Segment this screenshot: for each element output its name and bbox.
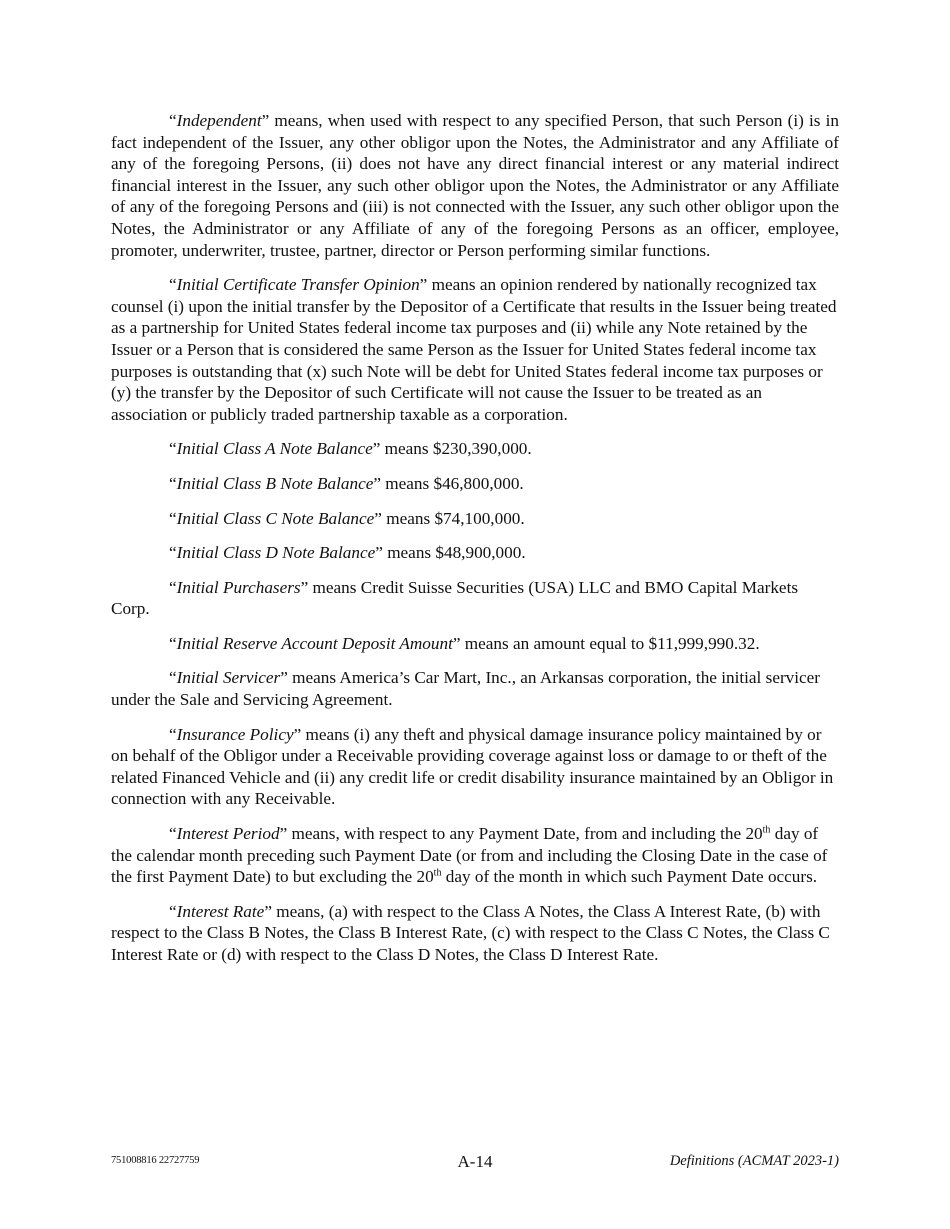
definition-text: means, when used with respect to any specified Person, that such Person (i) is in fact independent of the Issuer, any other obligor upon the Notes, the Administrator and any Affiliate of any of the foregoing Persons, (ii) does not have any direct financial interest or any material indirect financial interest in the Issuer, any such other obligor upon the Notes, the Administrator or any Affiliate of any of the foregoing Persons and (iii) is not connected with the Issuer, any such other obligor upon the Notes, the Administrator or any Affiliate of any of the foregoing Persons as an officer, employee, promoter, underwriter, trustee, partner, director or Person performing similar functions.	[111, 111, 839, 260]
defined-term: Initial Reserve Account Deposit Amount	[176, 633, 453, 653]
defined-term: Initial Certificate Transfer Opinion	[176, 275, 420, 295]
definition-text: means, with respect to any Payment Date, from and including the 20	[287, 824, 763, 844]
definition-text: means $74,100,000.	[381, 508, 525, 528]
definition-initial-class-c-note-balance: “Initial Class C Note Balance” means $74,100,000.	[169, 508, 525, 528]
defined-term: Initial Class C Note Balance	[176, 508, 375, 528]
definition-text: day of the calendar month preceding such Payment Date (or from and including the Closing Date in the case of the first Payment Date) to but excluding the 20	[111, 824, 828, 887]
definition-text: means Credit Suisse Securities (USA) LLC and BMO Capital Markets Corp.	[111, 577, 799, 619]
definition-initial-class-b-note-balance: “Initial Class B Note Balance” means $46,800,000.	[169, 473, 524, 493]
defined-term: Interest Period	[176, 824, 280, 844]
definition-text: means, (a) with respect to the Class A Notes, the Class A Interest Rate, (b) with respect to the Class B Notes, the Class B Interest Rate, (c) with respect to the Class C Notes, the Class C Interest Rate or (d) with respect to the Class D Notes, the Class D Interest Rate.	[111, 901, 830, 964]
definition-initial-class-a-note-balance: “Initial Class A Note Balance” means $230,390,000.	[169, 439, 532, 459]
defined-term: Independent	[176, 111, 262, 130]
definition-interest-rate: “Interest Rate” means, (a) with respect to the Class A Notes, the Class A Interest Rate, (b) with respect to the Class B Notes, the Class B Interest Rate, (c) with respect to the Class C Notes, the Class C Interest Rate or (d) with respect to the Class D Notes, the Class D Interest Rate.	[111, 901, 830, 964]
defined-term: Initial Servicer	[176, 668, 281, 688]
definitions-body	[111, 110, 839, 979]
definition-text: means $230,390,000.	[380, 439, 532, 459]
definition-text: means $48,900,000.	[382, 543, 526, 563]
defined-term: Initial Class A Note Balance	[176, 439, 373, 459]
definition-initial-purchasers: “Initial Purchasers” means Credit Suisse Securities (USA) LLC and BMO Capital Markets Corp.	[111, 577, 799, 619]
ordinal-suffix: th	[433, 867, 442, 879]
document-id: 751008816 22727759	[111, 1155, 200, 1166]
definition-initial-reserve-account-deposit-amount: “Initial Reserve Account Deposit Amount” means an amount equal to $11,999,990.32.	[169, 633, 760, 653]
defined-term: Initial Purchasers	[176, 577, 301, 597]
definition-text: means an amount equal to $11,999,990.32.	[460, 633, 760, 653]
document-title: Definitions (ACMAT 2023-1)	[669, 1153, 839, 1169]
defined-term: Initial Class B Note Balance	[176, 473, 374, 493]
defined-term: Interest Rate	[176, 901, 265, 921]
definition-interest-period: “Interest Period” means, with respect to any Payment Date, from and including the 20th day of the calendar month preceding such Payment Date (or from and including the Closing Date in the case of the first Payment Date) to but excluding the 20th day of the month in which such Payment Date occurs.	[111, 824, 828, 887]
defined-term: Initial Class D Note Balance	[176, 543, 376, 563]
definition-insurance-policy: “Insurance Policy” means (i) any theft and physical damage insurance policy maintained by or on behalf of the Obligor under a Receivable providing coverage against loss or damage to or theft of the related Financed Vehicle and (ii) any credit life or credit disability insurance maintained by an Obligor in connection with any Receivable.	[111, 724, 834, 809]
definition-text: means an opinion rendered by nationally recognized tax counsel (i) upon the initial transfer by the Depositor of a Certificate that results in the Issuer being treated as a partnership for United States federal income tax purposes and (ii) while any Note retained by the Issuer or a Person that is considered the same Person as the Issuer for United States federal income tax purposes is outstanding that (x) such Note will be debt for United States federal income tax purposes or (y) the transfer by the Depositor of such Certificate will not cause the Issuer to be treated as an association or publicly traded partnership taxable as a corporation.	[111, 275, 837, 424]
definition-initial-certificate-transfer-opinion: “Initial Certificate Transfer Opinion” means an opinion rendered by nationally recognized tax counsel (i) upon the initial transfer by the Depositor of a Certificate that results in the Issuer being treated as a partnership for United States federal income tax purposes and (ii) while any Note retained by the Issuer or a Person that is considered the same Person as the Issuer for United States federal income tax purposes is outstanding that (x) such Note will be debt for United States federal income tax purposes or (y) the transfer by the Depositor of such Certificate will not cause the Issuer to be treated as an association or publicly traded partnership taxable as a corporation.	[111, 275, 837, 424]
ordinal-suffix: th	[762, 824, 771, 836]
definition-text: day of the month in which such Payment Date occurs.	[441, 867, 818, 887]
definition-text: means America’s Car Mart, Inc., an Arkansas corporation, the initial servicer under the Sale and Servicing Agreement.	[111, 668, 821, 710]
page-footer	[111, 1152, 839, 1176]
defined-term: Insurance Policy	[176, 724, 294, 744]
definition-initial-class-d-note-balance: “Initial Class D Note Balance” means $48,900,000.	[169, 543, 526, 563]
definition-text: means $46,800,000.	[380, 473, 524, 493]
definition-independent: “Independent” means, when used with respect to any specified Person, that such Person (i) is in fact independent of the Issuer, any other obligor upon the Notes, the Administrator and any Affiliate of any of the foregoing Persons, (ii) does not have any direct financial interest or any material indirect financial interest in the Issuer, any such other obligor upon the Notes, the Administrator or any Affiliate of any of the foregoing Persons and (iii) is not connected with the Issuer, any such other obligor upon the Notes, the Administrator or any Affiliate of any of the foregoing Persons as an officer, employee, promoter, underwriter, trustee, partner, director or Person performing similar functions.	[111, 111, 839, 260]
page-number: A-14	[457, 1152, 493, 1171]
definition-text: means (i) any theft and physical damage insurance policy maintained by or on behalf of the Obligor under a Receivable providing coverage against loss or damage to or theft of the related Financed Vehicle and (ii) any credit life or credit disability insurance maintained by an Obligor in connection with any Receivable.	[111, 724, 834, 809]
definition-initial-servicer: “Initial Servicer” means America’s Car Mart, Inc., an Arkansas corporation, the initial servicer under the Sale and Servicing Agreement.	[111, 668, 821, 710]
